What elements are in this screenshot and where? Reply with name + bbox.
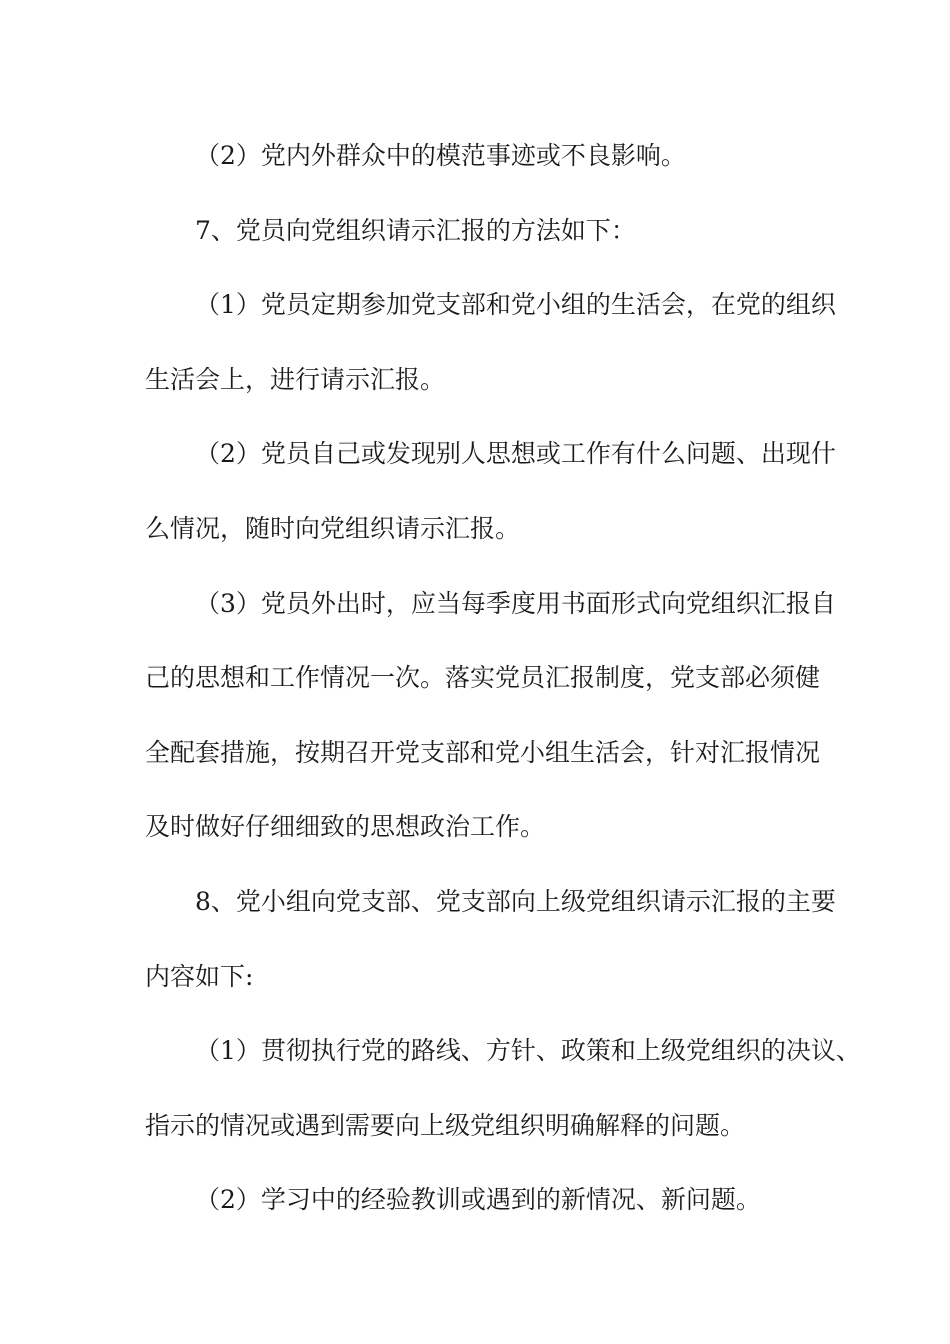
paragraph-3	[145, 268, 836, 417]
paragraph-line: （2）党内外群众中的模范事迹或不良影响。	[195, 141, 686, 170]
paragraph-line: 生活会上，进行请示汇报。	[145, 364, 446, 394]
paragraph-line: 么情况，随时向党组织请示汇报。	[145, 513, 521, 543]
paragraph-5	[145, 567, 836, 865]
paragraph-6	[145, 865, 836, 1014]
paragraph-line: 及时做好仔细细致的思想政治工作。	[145, 812, 546, 842]
paragraph-4	[145, 417, 836, 566]
paragraph-8	[145, 1163, 825, 1238]
paragraph-line: （3）党员外出时，应当每季度用书面形式向党组织汇报自	[195, 588, 836, 618]
paragraph-line: 8、党小组向党支部、党支部向上级党组织请示汇报的主要	[195, 886, 836, 916]
document-body	[145, 119, 861, 1238]
paragraph-2	[145, 194, 825, 269]
paragraph-line: 7、党员向党组织请示汇报的方法如下：	[195, 215, 636, 245]
paragraph-line: 指示的情况或遇到需要向上级党组织明确解释的问题。	[145, 1110, 746, 1140]
paragraph-line: 内容如下:	[145, 961, 254, 991]
paragraph-line: 己的思想和工作情况一次。落实党员汇报制度，党支部必须健	[145, 663, 821, 693]
paragraph-line: （2）学习中的经验教训或遇到的新情况、新问题。	[195, 1185, 761, 1215]
paragraph-line: （1）党员定期参加党支部和党小组的生活会，在党的组织	[195, 290, 836, 320]
paragraph-line: （2）党员自己或发现别人思想或工作有什么问题、出现什	[195, 439, 836, 469]
paragraph-7	[145, 1014, 861, 1163]
paragraph-line: 全配套措施，按期召开党支部和党小组生活会，针对汇报情况	[145, 737, 821, 767]
paragraph-line: （1）贯彻执行党的路线、方针、政策和上级党组织的决议、	[195, 1036, 861, 1066]
paragraph-1	[145, 119, 825, 194]
